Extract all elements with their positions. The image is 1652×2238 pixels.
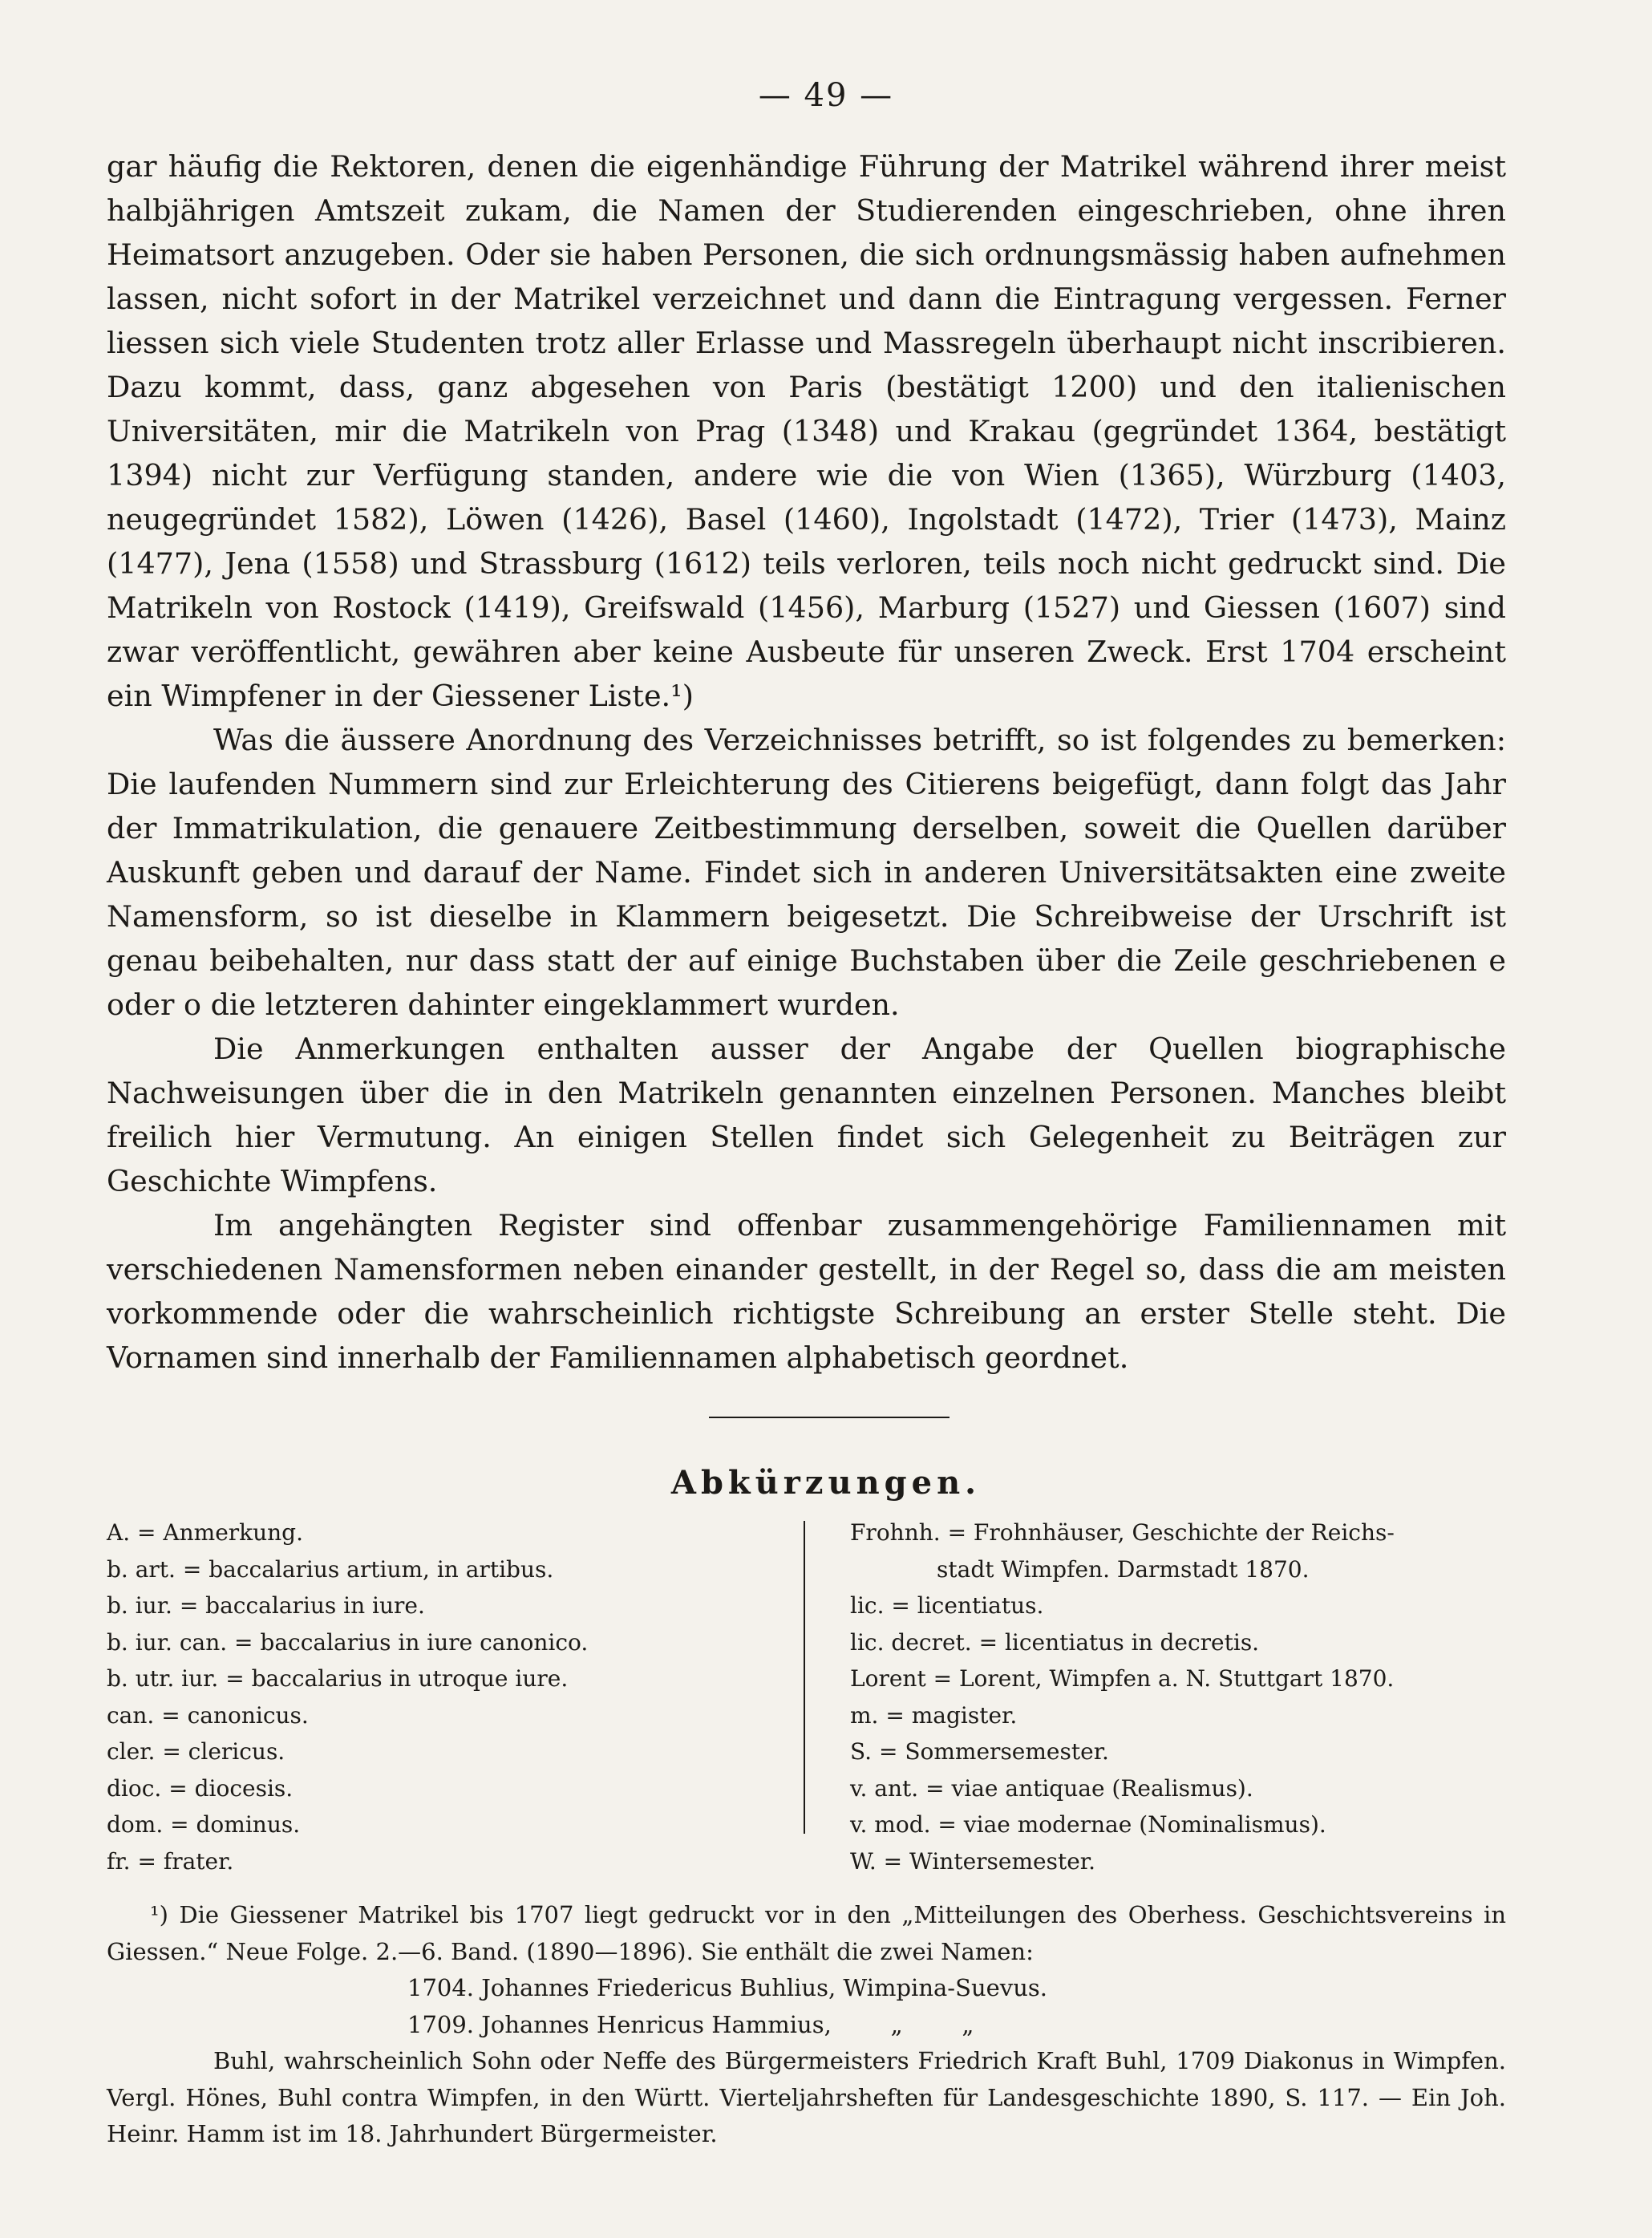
main-text — [107, 144, 1506, 1380]
abbreviations-right-column — [850, 1514, 1508, 1879]
footnote — [107, 1897, 1506, 2153]
footnote-text: ¹) Die Giessener Matrikel bis 1707 liegt gedruckt vor in den „Mitteilungen des Oberhess. Geschichtsvereins in Giessen.“ Neue Folge. 2.—6. Band. (1890—1896). Sie enthält die zwei Namen: — [107, 1901, 1506, 1965]
abbreviation-entry: fr. = frater. — [107, 1847, 234, 1875]
abbreviation-entry: b. utr. iur. = baccalarius in utroque iure. — [107, 1665, 569, 1692]
abbreviation-entry: m. = magister. — [850, 1701, 1018, 1729]
abbreviations-left-column — [107, 1514, 780, 1879]
abbreviation-entry: v. ant. = viae antiquae (Realismus). — [850, 1774, 1253, 1802]
abbreviation-entry-continuation: stadt Wimpfen. Darmstadt 1870. — [937, 1555, 1310, 1583]
section-divider — [709, 1417, 949, 1418]
paragraph-4: Im angehängten Register sind offenbar zusammengehörige Familiennamen mit verschiedenen Namensformen neben einander gestellt, in der Regel so, dass die am meisten vorkommende oder die wahrscheinlich richtigste Schreibung an erster Stelle steht. Die Vornamen sind innerhalb der Familiennamen alphabetisch geordnet. — [107, 1208, 1506, 1375]
paragraph-2: Was die äussere Anordnung des Verzeichnisses betrifft, so ist folgendes zu bemerken: Die laufenden Nummern sind zur Erleichterung des Citierens beigefügt, dann folgt das Jahr der Immatrikulation, die genauere Zeitbestimmung derselben, soweit die Quellen darüber Auskunft geben und darauf der Name. Findet sich in anderen Universitätsakten eine zweite Namensform, so ist dieselbe in Klammern beigesetzt. Die Schreibweise der Urschrift ist genau beibehalten, nur dass statt der auf einige Buchstaben über die Zeile geschriebenen e oder o die letzteren dahinter eingeklammert wurden. — [107, 723, 1506, 1022]
footnote-text: Buhl, wahrscheinlich Sohn oder Neffe des Bürgermeisters Friedrich Kraft Buhl, 1709 Diakonus in Wimpfen. Vergl. Hönes, Buhl contra Wimpfen, in den Württ. Vierteljahrsheften für Landesgeschichte 1890, S. 117. — Ein Joh. Heinr. Hamm ist im 18. Jahrhundert Bürgermeister. — [107, 2047, 1506, 2147]
abbreviation-entry: b. art. = baccalarius artium, in artibus. — [107, 1555, 554, 1583]
abbreviation-entry: W. = Wintersemester. — [850, 1847, 1095, 1875]
abbreviation-entry: dioc. = diocesis. — [107, 1774, 294, 1802]
paragraph-3: Die Anmerkungen enthalten ausser der Angabe der Quellen biographische Nachweisungen über die in den Matrikeln genannten einzelnen Personen. Manches bleibt freilich hier Vermutung. An einigen Stellen findet sich Gelegenheit zu Beiträgen zur Geschichte Wimpfens. — [107, 1032, 1506, 1198]
abbreviation-entry: b. iur. can. = baccalarius in iure canonico. — [107, 1628, 589, 1656]
abbreviations-heading: Abkürzungen. — [670, 1464, 982, 1502]
abbreviation-entry: b. iur. = baccalarius in iure. — [107, 1592, 425, 1619]
abbreviation-entry: can. = canonicus. — [107, 1701, 309, 1729]
abbreviation-entry: lic. = licentiatus. — [850, 1592, 1044, 1619]
page-number: — 49 — — [758, 77, 894, 114]
abbreviation-entry: cler. = clericus. — [107, 1738, 285, 1765]
column-divider — [804, 1521, 805, 1834]
footnote-entry: 1709. Johannes Henricus Hammius, „ „ — [407, 2010, 974, 2038]
abbreviation-entry: S. = Sommersemester. — [850, 1738, 1109, 1765]
abbreviation-entry: lic. decret. = licentiatus in decretis. — [850, 1628, 1260, 1656]
abbreviation-entry: Frohnh. = Frohnhäuser, Geschichte der Reichs- — [850, 1519, 1395, 1546]
abbreviation-entry: v. mod. = viae modernae (Nominalismus). — [850, 1811, 1326, 1838]
abbreviation-entry: dom. = dominus. — [107, 1811, 301, 1838]
abbreviation-entry: Lorent = Lorent, Wimpfen a. N. Stuttgart 1870. — [850, 1665, 1395, 1692]
paragraph-1: gar häufig die Rektoren, denen die eigenhändige Führung der Matrikel während ihrer meist halbjährigen Amtszeit zukam, die Namen der Studierenden eingeschrieben, ohne ihren Heimatsort anzugeben. Oder sie haben Personen, die sich ordnungsmässig haben aufnehmen lassen, nicht sofort in der Matrikel verzeichnet und dann die Eintragung vergessen. Ferner liessen sich viele Studenten trotz aller Erlasse und Massregeln überhaupt nicht inscribieren. Dazu kommt, dass, ganz abgesehen von Paris (bestätigt 1200) und den italienischen Universitäten, mir die Matrikeln von Prag (1348) und Krakau (gegründet 1364, bestätigt 1394) nicht zur Verfügung standen, andere wie die von Wien (1365), Würzburg (1403, neugegründet 1582), Löwen (1426), Basel (1460), Ingolstadt (1472), Trier (1473), Mainz (1477), Jena (1558) und Strassburg (1612) teils verloren, teils noch nicht gedruckt sind. Die Matrikeln von Rostock (1419), Greifswald (1456), Marburg (1527) und Giessen (1607) sind zwar veröffentlicht, gewähren aber keine Ausbeute für unseren Zweck. Erst 1704 erscheint ein Wimpfener in der Giessener Liste.¹) — [107, 149, 1506, 713]
footnote-entry: 1704. Johannes Friedericus Buhlius, Wimpina-Suevus. — [407, 1974, 1047, 2001]
abbreviation-entry: A. = Anmerkung. — [107, 1519, 303, 1546]
